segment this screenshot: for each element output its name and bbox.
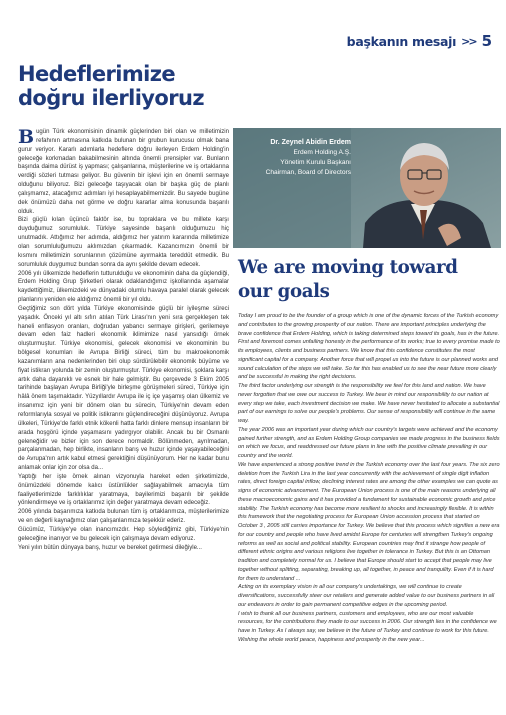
turkish-paragraph: Gücümüz, Türkiye'ye olan inancımızdır. Hep söylediğimiz gibi, Türkiye'nin geleceğine inanıyor ve bu gelecek için çalışmaya devam ediyoruz. [18, 526, 229, 542]
company-name: Erdem Holding A.Ş. [293, 149, 351, 156]
turkish-paragraph: Yeni yılın bütün dünyaya barış, huzur ve bereket getirmesi dileğiyle... [18, 544, 202, 551]
english-paragraph: Wishing the whole world peace, happiness and prosperity in the new year... [238, 636, 425, 643]
page-header [347, 32, 492, 50]
english-paragraph: Acting on its exemplary vision in all our company's undertakings, we will continue to create diversifications, successfully steer our retailers and generate added value to our business partners in all our endeavors in order to gain permanent competitive edges in the upcoming period. [238, 584, 495, 608]
english-paragraph: We have experienced a strong positive trend in the Turkish economy over the last four years. The six zero deletion from the Turkish Lira in the last year concurrently with the achievement of single digit inflation rates, direct foreign capital inflow, declining interest rates are among the other examples we can quote as signs of economic advancement. The European Union process is one of the main reasons underlying all these macroeconomic gains and it has provided a fundament for sustainable economic growth and price stability. The Turkish economy has become more resilient to shocks and increasingly flexible. It is within this framework that the negotiating process for European Union accession process that started on October 3 , 2005 still carries importance for Turkey. We believe that this process which signifies a new era for our country and people who have lived amidst Europe for centuries will strengthen Turkey's ongoing reforms as well as social and political stability. European countries may find it strange how people of different ethnic origins and various religions live together in tolerance in Turkey. But this is an Ottoman tradition and completely normal for us. I believe that Europe should start to accept that people may live together without splitting, separating, breaking up, all together, in peace and tranquility. Even if it is hard for them to understand ... [238, 461, 500, 582]
turkish-paragraph: Bugün Türk ekonomisinin dinamik güçlerinden biri olan ve milletimizin refahının artmasına katkıda bulunan bir grubun kurucusu olmak bana gurur veriyor. Kararlı adımlarla hedeflere doğru ilerleyen Erdem Holding'in geleceğe korkmadan bakabilmesinin altında önemli prensipler var. Bunların başında daima dürüst iş yapması; çalışanlarına, müşterilerine ve iş ortaklarına verdiği sözleri tutması geliyor. Bu güvenin bir işlevi için en önemli sermaye olduğunu biliyoruz. Bizi geleceğe taşıyacak olan bir başka güç de planlı çalışmamız, atacağımız adımları iyi hesaplayabilmemizdir. Bu sayede bugüne dek önümüzü daha net görme ve doğru kararlar alma konusunda başarılı olduk. [18, 126, 229, 215]
chairman-photo [233, 128, 501, 248]
english-paragraph: Today I am proud to be the founder of a group which is one of the dynamic forces of the Turkish economy and contributes to the growing prosperity of our nation. There are important principles underlying the brave confidence that Erdem Holding, which is taking determined steps toward its goals, has in the future. First and foremost comes unfailing honesty in the performance of its works; true to every promise made to its employees, clients and business partners. We know that this confidence constitutes the most significant capital for a company. Another force that will propel us into the future is our planned works and sound calculation of the steps we will take. So far this has enabled us to see the near future more clearly and be successful in making the right decisions. [238, 313, 500, 381]
section-label: başkanın mesajı [346, 33, 457, 49]
turkish-article-body [18, 128, 229, 553]
english-paragraph: I wish to thank all our business partners, customers and employees, who are our most valuable resources, for the contributions they made to our success in 2006. Our strength lies in the confidence we have in Turkey. As I always say, we believe in the future of Turkey and continue to work for this future. [238, 610, 497, 634]
photo-caption [233, 138, 351, 178]
english-title: We are moving toward our goals [238, 257, 458, 302]
turkish-title: Hedeflerimize doğru ilerliyoruz [18, 62, 204, 110]
english-paragraph: The third factor underlying our strength is the responsibility we feel for this land and nation. We have never forgotten that we owe our success to Turkey. We bear in mind our responsibility to our nation at every step we take, each investment decision we make. We have never hesitated to allocate a substantial part of our earnings to solve our people's problems. Our sense of responsibility will continue in the same way. [238, 383, 500, 424]
turkish-paragraph: 2006 yılında başarımıza katkıda bulunan tüm iş ortaklarımıza, müşterilerimize ve en değerli kaynağımız olan çalışanlarımıza teşekkür ederiz. [18, 509, 229, 525]
english-article-body [238, 312, 500, 645]
double-chevron-icon: >> [461, 34, 476, 48]
turkish-paragraph: Yaptığı her işte örnek alınan vizyonuyla hareket eden şirketimizde, önümüzdeki dönemde kalıcı üstünlükler sağlayabilmek amacıyla tüm faaliyetlerimizde farklılıklar yaratmaya, bayilerimizi başarılı bir şekilde yönlendirmeye ve iş ortaklarımız için değer yaratmaya devam edeceğiz. [18, 473, 229, 507]
turkish-paragraph: 2006 yılı ülkemizde hedeflerin tutturulduğu ve ekonominin daha da güçlendiği, Erdem Holding Grup Şirketleri olarak odaklandığımız işkollarında aşamalar kaydettiğimiz, ülkemizdeki ve dünyadaki olumlu havaya paralel olarak gelecek planlarını yeniden ele aldığımız önemli bir yıl oldu. [18, 270, 229, 304]
turkish-job-title: Yönetim Kurulu Başkanı [280, 159, 351, 166]
english-paragraph: The year 2006 was an important year during which our country's targets were achieved and the economy gained further strength, and as Erdem Holding Group companies we made progress in the business fields on which we focus, and readdressed our future plans in line with the positive climate prevailing in our country and the world. [238, 426, 500, 459]
turkish-paragraph: Bizi güçlü kılan üçüncü faktör ise, bu topraklara ve bu millete karşı duyduğumuz sorumluluk. Türkiye sayesinde başarılı olduğumuzu hiç unutmadık. Attığımız her adımda, aldığımız her yatırım kararında milletimize olan sorumluluğumuzu aklımızdan çıkarmadık. Kazancımızın önemli bir kısmını milletimizin sorunlarının çözümüne ayırmakta tereddüt etmedik. Bu sorumluluk duygumuz bundan sonra da aynı şekilde devam edecek. [18, 217, 229, 268]
page-number: 5 [481, 32, 492, 50]
english-job-title: Chairman, Board of Directors [265, 169, 351, 176]
turkish-paragraph: Geçtiğimiz son dört yılda Türkiye ekonomisinde güçlü bir iyileşme süreci yaşadık. Önceki yıl altı sıfırı atılan Türk Lirası'nın yeni sıra gerçekleşen tek haneli enflasyon oranları, doğrudan yabancı sermaye girişleri, gerilemeye devam eden faiz hadleri ekonomik iklimimize nasıl yansıdığı örnek oluşturmuştur. Türkiye ekonomisi, gelecek ekonomisi ve ekonominin bu bölgesel konumları ile Avrupa Birliği süreci, tüm bu makroekonomik kazanımların ana nedenlerinden biri olup sürdürülebilir ekonomik büyüme ve fiyat istikrarı yolunda bir zemin oluşturmuştur. Türkiye ekonomisi, şoklara karşı artık daha dayanıklı ve esnek bir hale gelmiştir. Bu çerçevede 3 Ekim 2005 tarihinde başlayan Avrupa Birliği'yle birleşme görüşmeleri süreci, Türkiye için hâlâ önem taşımaktadır. Yüzyıllardır Avrupa ile iç içe yaşamış olan ülkemiz ve insanımız için yeni bir dönem olan bu sürecin, Türkiye'nin devam eden reformlarıyla sosyal ve politik istikrarını güçlendireceğini düşünüyoruz. Avrupa ülkeleri, Türkiye'de farklı etnik kökenli hatta farklı dinlere mensup insanların bir arada hoşgörü içinde yaşamasını yadırgıyor olabilir. Ancak bu bir Osmanlı geleneğidir ve bizler için son derece normaldir. Bölünmeden, ayrılmadan, parçalanmadan, hep birlikte, insanların barış ve huzur içinde yaşayabileceğini de Avrupa'nın artık kabul etmesi gerektiğini düşünüyorum. Her ne kadar bunu anlamak onlar için zor olsa da... [18, 305, 229, 472]
chairman-name: Dr. Zeynel Abidin Erdem [270, 139, 351, 146]
